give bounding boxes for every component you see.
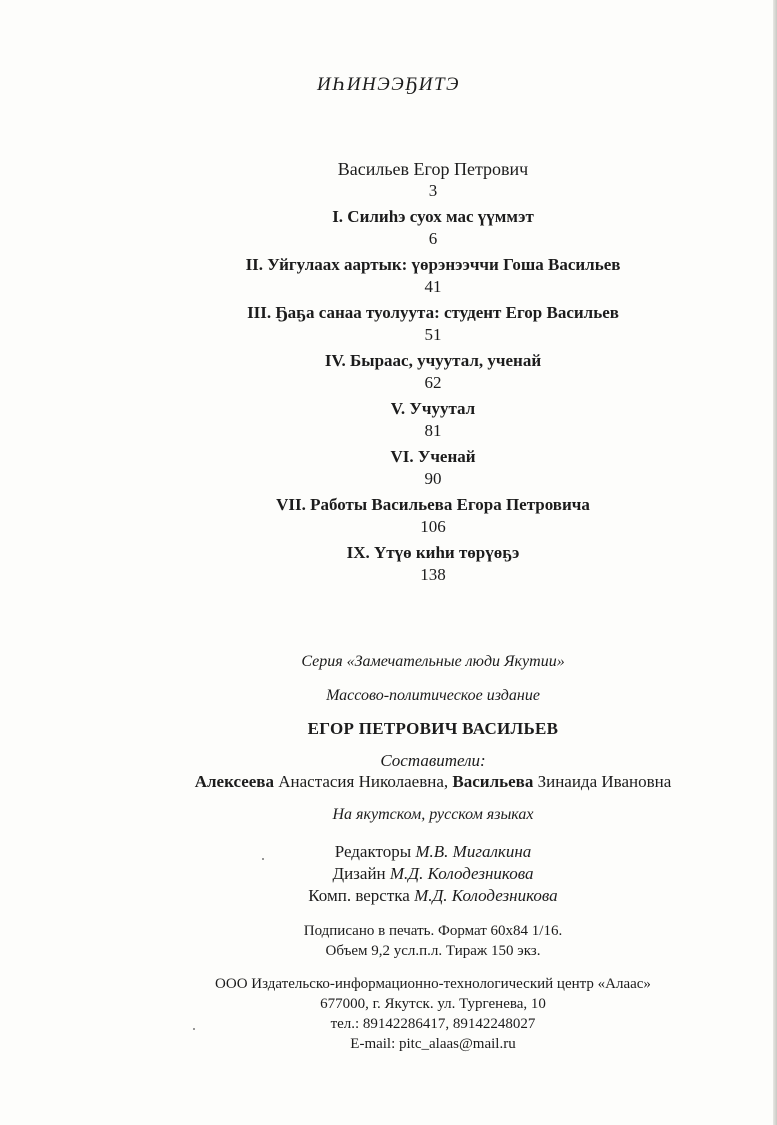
toc-heading: IV. Быраас, учуутал, ученай [324, 351, 542, 370]
toc-page-number: 3 [428, 181, 438, 200]
toc-page-number: 106 [420, 517, 446, 536]
compilers-line [0, 771, 777, 793]
compiler1-surname: Алексеева [194, 772, 274, 791]
toc-page-number: 62 [424, 373, 442, 392]
layout-name: М.Д. Колодезникова [414, 886, 558, 905]
toc-page-number: 81 [424, 421, 442, 440]
toc-heading: VII. Работы Васильева Егора Петровича [276, 495, 590, 514]
toc-heading: II. Уйгулаах аартык: үөрэнээччи Гоша Васильев [245, 255, 621, 274]
compiler1-name: Анастасия Николаевна, [278, 772, 449, 791]
print-speck [262, 858, 264, 860]
toc-heading: I. Силиһэ суох мас үүммэт [332, 207, 534, 226]
compilers-label: Составители: [380, 751, 486, 770]
toc-page-number: 90 [424, 469, 442, 488]
languages-line: На якутском, русском языках [332, 806, 534, 823]
credits [0, 841, 777, 907]
layout-credit [0, 885, 777, 907]
toc-entry [0, 446, 777, 494]
toc-page-number: 138 [420, 565, 446, 584]
print-speck [193, 1028, 195, 1030]
publisher-email: E-mail: pitc_alaas@mail.ru [350, 1036, 516, 1052]
design-role: Дизайн [332, 864, 386, 883]
toc-title: ИҺИНЭЭҔИТЭ [317, 74, 460, 95]
toc-entry [0, 302, 777, 350]
toc-heading: V. Учуутал [390, 399, 476, 418]
toc-page-number: 6 [428, 229, 438, 248]
compiler2-surname: Васильева [452, 772, 534, 791]
toc-entry [0, 350, 777, 398]
toc-page-number: 41 [424, 277, 442, 296]
page-edge-shadow [773, 0, 777, 1125]
publisher-address: 677000, г. Якутск. ул. Тургенева, 10 [320, 996, 546, 1012]
toc-entry [0, 398, 777, 446]
toc-entry [0, 206, 777, 254]
toc-heading: Васильев Егор Петрович [337, 159, 529, 179]
signed-line: Подписано в печать. Формат 60x84 1/16. [303, 923, 563, 939]
table-of-contents [0, 158, 777, 590]
toc-heading: III. Ҕаҕа санаа туолуута: студент Егор Васильев [247, 303, 619, 322]
layout-role: Комп. верстка [308, 886, 410, 905]
design-name: М.Д. Колодезникова [389, 864, 534, 883]
edition-type: Массово-политическое издание [326, 687, 540, 704]
print-specs [0, 921, 777, 961]
toc-heading: VI. Ученай [390, 447, 476, 466]
book-title: ЕГОР ПЕТРОВИЧ ВАСИЛЬЕВ [307, 719, 559, 738]
editors-name: М.В. Мигалкина [415, 842, 532, 861]
toc-entry [0, 542, 777, 590]
compiler2-name: Зинаида Ивановна [537, 772, 672, 791]
publisher-name: ООО Издательско-информационно-технологический центр «Алаас» [215, 976, 651, 992]
volume-line: Объем 9,2 усл.п.л. Тираж 150 экз. [325, 943, 541, 959]
publisher-phone: тел.: 89142286417, 89142248027 [330, 1016, 536, 1032]
toc-heading: IX. Үтүө киһи төрүөҕэ [346, 543, 520, 562]
toc-entry [0, 254, 777, 302]
editors-role: Редакторы [334, 842, 412, 861]
toc-entry [0, 494, 777, 542]
toc-page-number: 51 [424, 325, 442, 344]
imprint-block [0, 652, 777, 1054]
toc-entry [0, 158, 777, 206]
editors-credit [0, 841, 777, 863]
design-credit [0, 863, 777, 885]
series-line: Серия «Замечательные люди Якутии» [301, 653, 565, 670]
publisher-block [0, 974, 777, 1054]
